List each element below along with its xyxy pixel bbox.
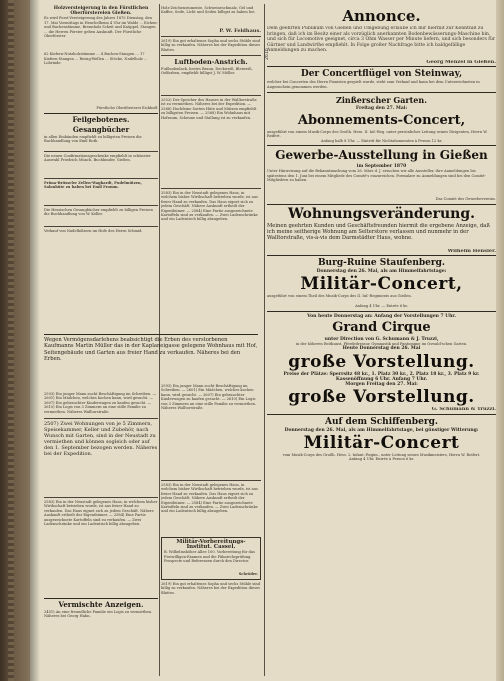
cirque-text: in der höheren Reitkunst, Pferdedressur, Gymnastik und Pantomime im Oswald'schen Garten. <box>295 342 468 347</box>
page-number: 2616 <box>264 48 270 61</box>
military-time: Anfang 4 Uhr. — Entrée 6 kr. <box>355 304 408 309</box>
military-2-text: vom Musik-Corps des Großh. Hess. 2. Infant.-Regim., unter Leitung seines Musikmeisters, Herrn W. Reifert. <box>282 452 481 457</box>
ad-heading: Gesangbücher <box>72 124 130 134</box>
ad-text: 2619) Ein gut erhaltenes Sopha und sechs Stühle sind billig zu verkaufen. Näheres bei der Expedition dieses Blattes. <box>161 39 261 52</box>
book-edge <box>0 0 34 681</box>
column-1 <box>44 6 158 241</box>
concert-piano-text: welcher bei Concerten des Herrn Pianisten gespielt wurde, steht zum Verkauf und kann bei dem Unterzeichneten in Augenschein genommen werden. <box>267 80 480 89</box>
divider <box>267 66 496 67</box>
military-2-time: Anfang 4 Uhr. Entrée à Person 6 kr. <box>349 457 414 462</box>
move-heading: Wohnungsveränderung. <box>287 205 476 222</box>
divider <box>161 95 261 96</box>
ad-heading: Luftboden-Anstrich. <box>174 58 248 66</box>
ad-text: Holz-Zeichenstumente, Schweineschmalz, Gel und Kaffee, Seife, Licht und Seifen billigst zu haben bei <box>161 6 255 15</box>
garden-heading: Zinßerscher Garten. <box>336 95 427 106</box>
divider <box>44 226 158 227</box>
column-1-lower <box>44 392 158 670</box>
right-margin <box>496 0 504 681</box>
ad-sign: P. W. Feldhaus. <box>219 28 261 34</box>
page-stack <box>8 0 14 681</box>
schiffenberg-date: Donnerstag den 26. Mai, als am Himmelfahrtstage, bei günstiger Witterung: <box>284 427 479 433</box>
abo-time: Anfang halb 8 Uhr. — Eintritt für Nichtabonnenten à Person 12 kr. <box>320 138 443 143</box>
show-start: Von heute Donnerstag an: Anfang der Vorstellungen 7 Uhr. <box>307 313 456 319</box>
concert-piano-heading: Der Concertflügel von Steinway, <box>300 69 463 80</box>
divider <box>161 36 261 37</box>
notice-sign: Fürstliche Oberförsterei Eickhoff. <box>96 106 158 111</box>
wide-text: Wegen Vermögensdarlehens beabsichtigt die Erben des verstorbenen Kaufmanns Martin Müller das in der Kaplaneigasse gelegene Wohnhaus mit Hof, Seitengebäude und Garten aus freier Hand zu verkaufen. Näheres bei den Erben. <box>44 337 258 362</box>
cirque-today: Heute Donnerstag den 26. Mai <box>342 346 421 352</box>
divider <box>267 255 496 256</box>
military-concert-heading: Militär-Concert, <box>300 274 463 295</box>
institute-ad <box>161 537 261 580</box>
annonce-sign: Georg Menzel in Gießen. <box>426 60 496 65</box>
abo-text: ausgeführt von einem Musik-Corps des Großh. Hess. II. Inf.-Reg. unter persönlicher Leitung seines Dirigenten, Herrn W. Reifert. <box>267 129 488 139</box>
move-text: Meinen geehrten Kunden und Geschäftsfreunden hiermit die ergebene Anzeige, daß ich meine seitherige Wohnung am Selterstore verlassen und nunmehr in der Walltorstraße, vis-à-vis dem Darmstädter Haus, wohne. <box>267 222 490 242</box>
section-heading: Feilgebotenes. <box>72 114 130 124</box>
divider <box>44 205 158 206</box>
cirque-tomorrow: Morgen Freitag den 27. Mai: <box>345 382 418 388</box>
divider <box>161 188 261 189</box>
cirque-sign: G. Schumann & Truzzi. <box>431 407 496 412</box>
divider <box>44 497 158 498</box>
notice-text: Es wird Forst-Versteigerung des Jahres 1870 Dienstag, den 17. Mai Vormittags in Heuchelheim 4 Uhr im Walde ... Eichen- und Buchenstämme, Brennholz Scheit und Knüppel, Stangen ... die Herren Förster geben Auskunft. Der Fürstliche Oberförster. <box>44 16 158 39</box>
column-rule <box>264 4 265 676</box>
abo-concert-heading: Abonnements-Concert, <box>297 112 466 128</box>
notice-heading: Holzversteigerung in den Fürstlichen Oberförstereien Gießen. <box>53 6 149 17</box>
move-sign: Wilhelm Hensler. <box>447 248 496 254</box>
column-3 <box>267 6 496 462</box>
spine-shadow <box>30 0 40 681</box>
cirque-direction: unter Direction von G. Schumann & J. Truzzi, <box>324 336 439 342</box>
column-2-lower <box>161 384 261 614</box>
divider <box>44 418 158 419</box>
military-concert-2-heading: Militär-Concert <box>303 432 460 453</box>
divider <box>161 480 261 481</box>
ad-text: 2552) Der Speicher des Hauses in der Walltorstraße ist zu vermiethen. Näheres bei der Expedition. — 2566) Hochfeine Sorten Hüte und Mützen empfiehlt zu billigsten Preisen. — 2568) Ein Wohnhaus mit Hofraum, Scheune und Stallung ist zu verkaufen. <box>161 98 257 120</box>
ad-text: B. Wilhelmshöher Allee 100. Vorbereitung für das Freiwilligen-Examen und die Fähnrichsprüfung. Prospecte und Referenzen durch den Director. <box>164 550 255 564</box>
section-heading: Vermischte Anzeigen. <box>58 600 144 609</box>
cirque-heading: Grand Cirque <box>332 319 431 335</box>
annonce-heading: Annonce. <box>342 7 421 25</box>
ad-text: in allen Einbänden empfiehlt zu billigsten Preisen die Buchhandlung von Emil Roth. <box>44 134 142 144</box>
annonce-text: Dem geehrten Publikum von Gießen und Umgebung erlaube ich mir hiermit zur Kenntniß zu bringen, daß ich im Besitz einer als vorzüglich anerkannten Bodenbewässerungs-Maschine bin, und sich für Locomotive geeignet, circa 3 Ohm Wasser per Minute liefern, und sich besonders für Gärtner und Landwirthe empfiehlt. In Folge großer Nachfrage bitte ich baldgefällige Anmeldungen zu machen. <box>267 26 496 54</box>
divider <box>267 92 496 93</box>
military-text: ausgeführt von einem Theil des Musik-Corps des II. Inf.-Regiments aus Gießen. <box>267 294 412 299</box>
divider <box>161 55 261 56</box>
ad-text: Verkauf von Nadelhölzern im Hofe des Herrn Schmid. <box>44 228 143 233</box>
cirque-prices: Preise der Plätze: Sperrsitz 48 kr., 1. Platz 30 kr., 2. Platz 18 kr., 3. Platz 9 kr. <box>283 371 480 377</box>
divider <box>44 178 158 179</box>
ad-text: 2507) Zwei Wohnungen von je 5 Zimmern, Speisekammer, Keller und Zubehör, nach Wunsch mit Garten, sind in der Neustadt zu vermiethen und können sogleich oder auf den 1. September bezogen werden. Näheres bei der Expedition. <box>44 421 158 457</box>
divider <box>267 145 496 146</box>
exhibition-sign: Das Comité des Gewerbevereins. <box>435 197 496 202</box>
lot-list: 62 Kiefern-Nutzholzstämme ... 4 Buchen-Stangen ... 17 Kiefern-Stangen ... Reisig-Wellen ... Stöcke, Nadelholz ... Lohrinde. <box>44 52 148 66</box>
column-2 <box>161 6 261 247</box>
divider <box>44 334 258 335</box>
burg-date: Donnerstag den 26. Mai, als am Himmelfahrtstage: <box>316 269 447 275</box>
ad-text: Fußbodenlack, bestes Braun, Deckweiß, Bleiweiß, Oelfarben, empfiehlt billigst J. W. Möller. <box>161 67 253 76</box>
ad-text: Die neuen Confirmationsgeschenke empfiehlt in schönster Auswahl Friedrich Münch, Buchbinder, Gießen. <box>44 153 151 163</box>
cirque-box-office: Kassenöffnung 6 Uhr. Anfang 7 Uhr. <box>335 376 428 382</box>
show-heading-1: große Vorstellung. <box>288 351 475 372</box>
ad-text: 2583) Ein in der Neustadt gelegenes Haus, in welchem bisher Wirthschaft betrieben wurde, ist aus freier Hand zu verkaufen. Das Haus eignet sich zu jedem Geschäft. Nähere Auskunft ertheilt der Eigenthümer. — 2584) Eine Partie ausgezeichnete Kartoffeln sind zu verkaufen. — Zwei Ladenschränke und ein Ladentisch billig abzugeben. <box>161 191 258 222</box>
garden-date: Freitag den 27. Mai: <box>355 106 408 112</box>
divider <box>44 151 158 152</box>
ad-text: 2593) Ein junger Mann sucht Beschäftigung im Schreiben. — 2601) Ein Mädchen, welches kochen kann, wird gesucht. — 2607) Ein gebrauchter Kinderwagen zu kaufen gesucht. — 2610) Ein Logis von 3 Zimmern an eine stille Familie zu vermiethen. Näheres Walltorstraße. <box>44 392 157 414</box>
ad-text: Prima-Brüsseler Zellen-Waghardt, Pudelmützen, Salonhüte zu haben bei Emil Fromm. <box>44 180 142 190</box>
divider <box>267 204 496 205</box>
ad-text: Die Hessischen Gesangbücher empfiehlt zu billigen Preisen die Buchhandlung von W. Keller. <box>44 207 153 217</box>
divider <box>44 598 158 599</box>
show-heading-2: große Vorstellung. <box>288 387 475 408</box>
ad-text: 2583) Ein in der Neustadt gelegenes Haus, in welchem bisher Wirthschaft betrieben wurde, ist aus freier Hand zu verkaufen. Das Haus eignet sich zu jedem Geschäft. Nähere Auskunft ertheilt der Eigenthümer. — 2584) Eine Partie ausgezeichnete Kartoffeln sind zu verkaufen. — Zwei Ladenschränke und ein Ladentisch billig abzugeben. <box>161 483 258 514</box>
divider <box>44 113 158 114</box>
divider <box>267 311 496 312</box>
ad-sign: Schröder. <box>238 572 258 577</box>
schiffenberg-heading: Auf dem Schiffenberg. <box>325 416 438 427</box>
ad-text: 2619) Ein gut erhaltenes Sopha und sechs Stühle sind billig zu verkaufen. Näheres bei der Expedition dieses Blattes. <box>161 581 261 595</box>
divider <box>267 414 496 415</box>
ad-text: 2451) An eine freundliche Familie ein Logis zu vermiethen. Näheres bei Georg Hahn. <box>44 610 153 619</box>
exhibition-heading: Gewerbe-Ausstellung in Gießen <box>275 148 488 163</box>
ad-text: 2593) Ein junger Mann sucht Beschäftigung im Schreiben. — 2601) Ein Mädchen, welches kochen kann, wird gesucht. — 2607) Ein gebrauchter Kinderwagen zu kaufen gesucht. — 2610) Ein Logis von 3 Zimmern an eine stille Familie zu vermiethen. Näheres Walltorstraße. <box>161 384 257 411</box>
wide-notice <box>44 332 258 387</box>
ad-text: 2583) Ein in der Neustadt gelegenes Haus, in welchem bisher Wirthschaft betrieben wurde, ist aus freier Hand zu verkaufen. Das Haus eignet sich zu jedem Geschäft. Nähere Auskunft ertheilt der Eigenthümer. — 2584) Eine Partie ausgezeichnete Kartoffeln sind zu verkaufen. — Zwei Ladenschränke und ein Ladentisch billig abzugeben. <box>44 500 158 527</box>
ad-heading: Militär-Vorbereitungs-Institut. Cassel. <box>176 539 246 551</box>
burg-heading: Burg-Ruine Staufenberg. <box>317 258 446 269</box>
exhibition-date: im September 1870 <box>356 164 407 170</box>
exhibition-text: Unter Hinweisung auf die Bekanntmachung vom 26. März d. J. ersuchen wir alle Aussteller, ihre Anmeldungen bis spätestens den 1. Juni bei einem Mitgliede des Comité's einzureichen. Formulare zu Anmeldungen sind bei den Comité-Mitgliedern zu haben. <box>267 169 486 183</box>
